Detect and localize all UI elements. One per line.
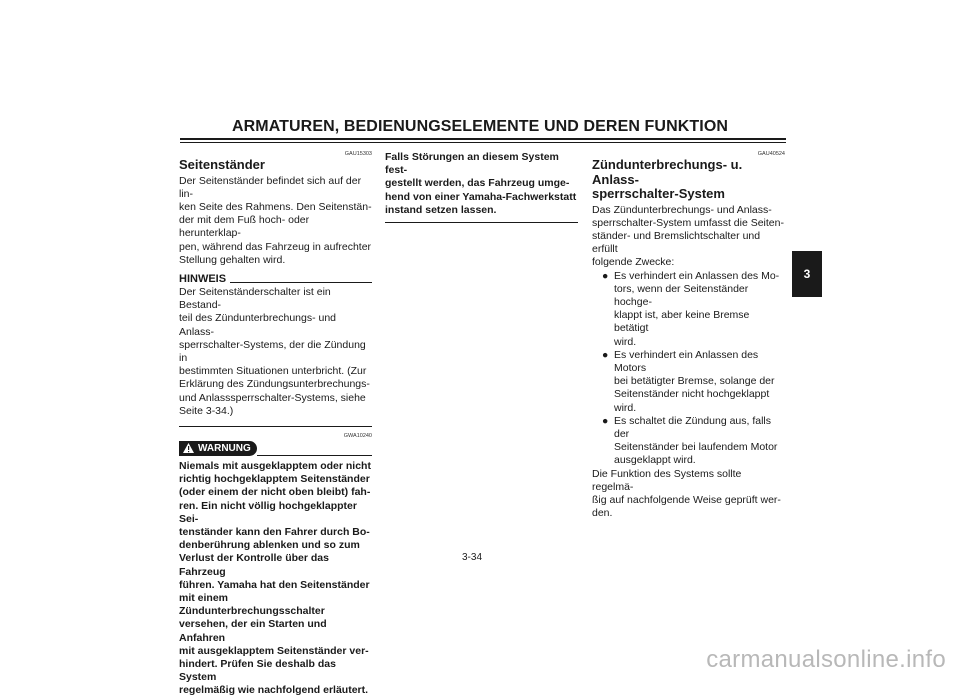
text-line: ständer- und Bremslichtschalter und erfüllt [592, 229, 761, 256]
text-line: Erklärung des Zündungsunterbrechungs- [179, 378, 370, 391]
section2-intro [592, 204, 785, 270]
column-middle [385, 151, 578, 223]
bullet-dot-icon: ● [602, 269, 609, 282]
text-line: teil des Zündunterbrechungs- und Anlass- [179, 312, 337, 338]
text-line: Seitenständer bei laufendem Motor [614, 441, 778, 454]
text-line: mit einem Zündunterbrechungsschalter [179, 591, 325, 618]
text-line: und Anlasssperrschalter-Systems, siehe [179, 391, 366, 404]
column-right [592, 150, 785, 520]
hinweis-heading [179, 273, 372, 286]
warning-body [179, 460, 372, 698]
hinweis-end-rule [179, 426, 372, 427]
warning-triangle-icon [183, 443, 194, 453]
warning-continued [385, 151, 578, 217]
warning-end-rule [385, 222, 578, 223]
text-line: Seite 3-34.) [179, 404, 234, 417]
bullet-dot-icon: ● [602, 348, 609, 361]
text-line: folgende Zwecke: [592, 256, 675, 269]
section-title-zuendunterbrechung [592, 158, 785, 202]
page-number: 3-34 [462, 552, 483, 563]
header-rule [180, 138, 786, 140]
hinweis-rule [230, 282, 372, 283]
text-line: Der Seitenständerschalter ist ein Bestand- [179, 285, 331, 312]
warning-code: GWA10240 [343, 432, 372, 439]
text-line: regelmäßig wie nachfolgend erläutert. [179, 684, 369, 697]
chapter-tab: 3 [792, 251, 822, 297]
title-line: Zündunterbrechungs- u. Anlass- [592, 157, 743, 187]
text-line: Es schaltet die Zündung aus, falls der [614, 414, 772, 440]
text-line: hend von einer Yamaha-Fachwerkstatt [385, 190, 577, 203]
text-line: wird. [614, 401, 637, 414]
text-line: ken Seite des Rahmens. Den Seitenstän- [179, 200, 372, 213]
section1-body [179, 175, 372, 267]
text-line: sperrschalter-System umfasst die Seiten- [592, 216, 784, 229]
text-line: Das Zündunterbrechungs- und Anlass- [592, 203, 772, 216]
text-line: ßig auf nachfolgende Weise geprüft wer- [592, 493, 781, 506]
text-line: wird. [614, 335, 637, 348]
page-header-title: ARMATUREN, BEDIENUNGSELEMENTE UND DEREN FUNKTION [231, 118, 729, 135]
column-left [179, 150, 372, 698]
text-line: Es verhindert ein Anlassen des Motors [614, 348, 759, 374]
section-code: GAU15303 [344, 151, 372, 157]
text-line: Stellung gehalten wird. [179, 253, 286, 266]
text-line: Die Funktion des Systems sollte regelmä- [592, 467, 742, 493]
text-line: gestellt werden, das Fahrzeug umge- [385, 177, 570, 190]
text-line: mit ausgeklapptem Seitenständer ver- [179, 644, 369, 657]
text-line: der mit dem Fuß hoch- oder herunterklap- [179, 214, 310, 240]
text-line: ren. Ein nicht völlig hochgeklappter Sei- [179, 499, 357, 525]
warning-heading [179, 441, 372, 456]
list-item [592, 349, 785, 415]
warning-label: WARNUNG [198, 442, 251, 454]
text-line: führen. Yamaha hat den Seitenständer [179, 578, 370, 591]
section-code: GAU40524 [757, 151, 785, 157]
text-line: (oder einem der nicht oben bleibt) fah- [179, 486, 371, 499]
text-line: klappt ist, aber keine Bremse betätigt [614, 309, 750, 335]
text-line: sperrschalter-Systems, der die Zündung in [179, 338, 366, 364]
list-item [592, 270, 785, 349]
text-line: tors, wenn der Seitenständer hochge- [614, 282, 749, 308]
title-line: sperrschalter-System [592, 186, 725, 201]
text-line: denberührung ablenken und so zum [179, 539, 360, 552]
text-line: bestimmten Situationen unterbricht. (Zur [179, 365, 367, 378]
text-line: pen, während das Fahrzeug in aufrechter [179, 240, 372, 253]
watermark: carmanualsonline.info [706, 646, 946, 673]
header-rule-thin [180, 142, 786, 143]
purpose-list [592, 270, 785, 468]
bullet-dot-icon: ● [602, 414, 609, 427]
hinweis-body [179, 286, 372, 418]
text-line: Es verhindert ein Anlassen des Mo- [614, 269, 780, 282]
text-line: instand setzen lassen. [385, 203, 497, 216]
text-line: Der Seitenständer befindet sich auf der lin- [179, 174, 362, 200]
hinweis-label: HINWEIS [179, 272, 227, 285]
text-line: ausgeklappt wird. [614, 454, 696, 467]
text-line: bei betätigter Bremse, solange der [614, 375, 775, 388]
warning-rule [257, 455, 372, 456]
text-line: richtig hochgeklapptem Seitenständer [179, 473, 370, 486]
text-line: hindert. Prüfen Sie deshalb das System [179, 658, 336, 684]
text-line: Verlust der Kontrolle über das Fahrzeug [179, 552, 329, 578]
text-line: versehen, der ein Starten und Anfahren [179, 618, 327, 644]
text-line: tenständer kann den Fahrer durch Bo- [179, 525, 370, 538]
text-line: Seitenständer nicht hochgeklappt [614, 388, 770, 401]
text-line: den. [592, 507, 613, 520]
list-item [592, 415, 785, 468]
warning-badge [179, 441, 257, 456]
text-line: Falls Störungen an diesem System fest- [385, 151, 559, 177]
section2-outro [592, 468, 785, 521]
section-title-seitenstaender: Seitenständer [179, 157, 265, 172]
text-line: Niemals mit ausgeklapptem oder nicht [179, 459, 371, 472]
